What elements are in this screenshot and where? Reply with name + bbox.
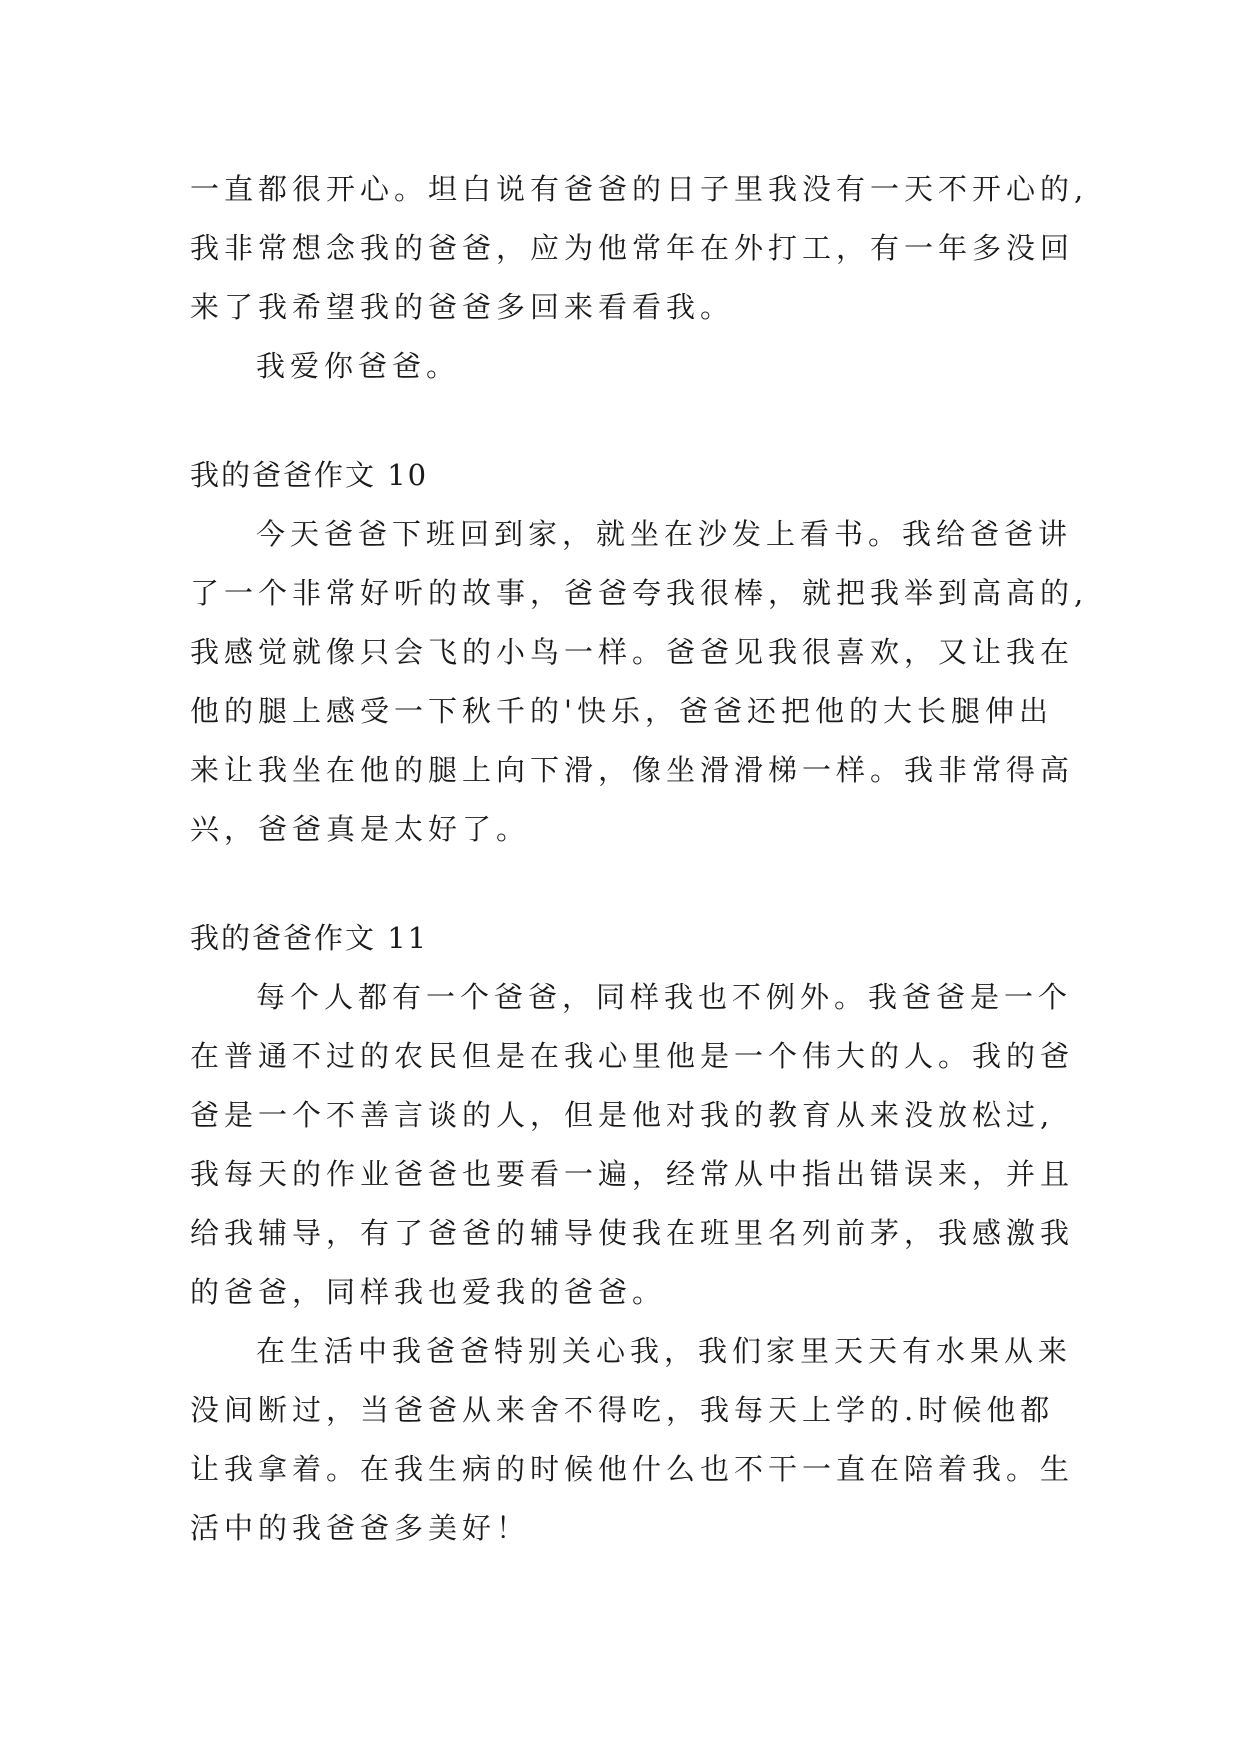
- section-title: 我的爸爸作文 11: [190, 921, 429, 955]
- text-line: 今天爸爸下班回到家，就坐在沙发上看书。我给爸爸讲: [256, 517, 1073, 551]
- text-line: 来了我希望我的爸爸多回来看看我。: [190, 290, 735, 324]
- text-line: 给我辅导，有了爸爸的辅导使我在班里名列前茅，我感激我: [190, 1216, 1075, 1250]
- section-spacer: [190, 859, 1090, 909]
- text-line: 了一个非常好听的故事，爸爸夸我很棒，就把我举到高高的,: [190, 576, 1089, 610]
- text-line: 没间断过，当爸爸从来舍不得吃，我每天上学的.时候他都: [190, 1393, 1055, 1427]
- text-line: 我每天的作业爸爸也要看一遍，经常从中指出错误来，并且: [190, 1157, 1075, 1191]
- section-spacer: [190, 396, 1090, 446]
- section-11: [190, 909, 1090, 1558]
- text-line: 我非常想念我的爸爸，应为他常年在外打工，有一年多没回: [190, 231, 1075, 265]
- text-line: 他的腿上感受一下秋千的'快乐，爸爸还把他的大长腿伸出: [190, 694, 1053, 728]
- section-title: 我的爸爸作文 10: [190, 458, 429, 492]
- text-line: 兴，爸爸真是太好了。: [190, 812, 531, 846]
- text-line: 活中的我爸爸多美好！: [190, 1511, 531, 1545]
- intro-closing-paragraph: [190, 337, 1090, 396]
- text-line: 爸是一个不善言谈的人，但是他对我的教育从来没放松过,: [190, 1098, 1055, 1132]
- text-line: 我爱你爸爸。: [256, 349, 461, 383]
- section-10: [190, 446, 1090, 859]
- text-line: 在普通不过的农民但是在我心里他是一个伟大的人。我的爸: [190, 1039, 1075, 1073]
- text-line: 的爸爸，同样我也爱我的爸爸。: [190, 1275, 667, 1309]
- document-body: [190, 160, 1090, 1558]
- text-line: 我感觉就像只会飞的小鸟一样。爸爸见我很喜欢，又让我在: [190, 635, 1075, 669]
- text-line: 每个人都有一个爸爸，同样我也不例外。我爸爸是一个: [256, 980, 1073, 1014]
- intro-paragraph: [190, 160, 1090, 337]
- text-line: 一直都很开心。坦白说有爸爸的日子里我没有一天不开心的,: [190, 172, 1089, 206]
- text-line: 在生活中我爸爸特别关心我，我们家里天天有水果从来: [256, 1334, 1073, 1368]
- text-line: 来让我坐在他的腿上向下滑，像坐滑滑梯一样。我非常得高: [190, 753, 1075, 787]
- text-line: 让我拿着。在我生病的时候他什么也不干一直在陪着我。生: [190, 1452, 1075, 1486]
